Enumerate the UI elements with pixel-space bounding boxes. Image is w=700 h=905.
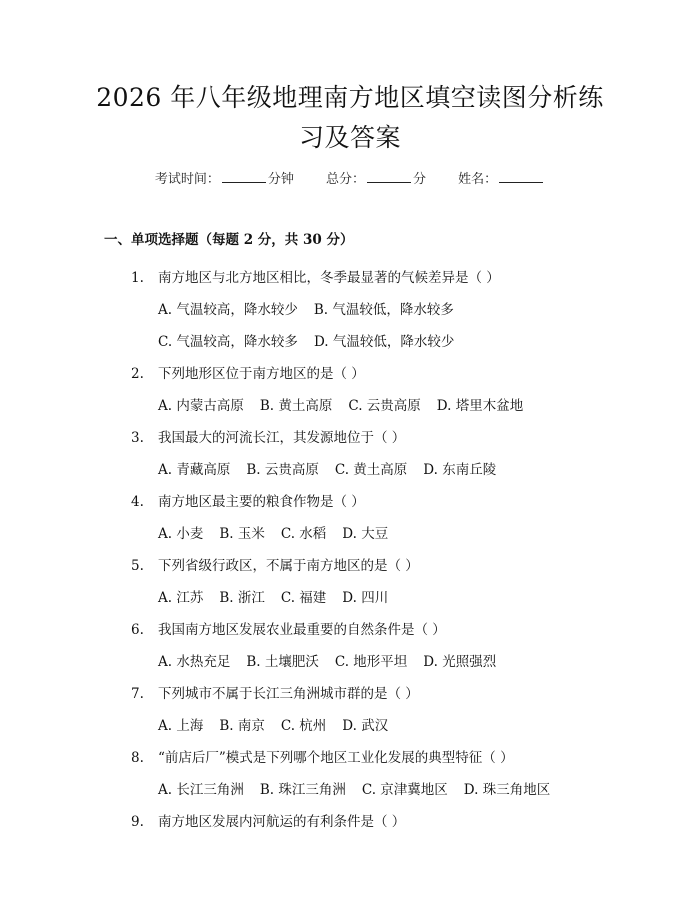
question-number: 5. xyxy=(131,558,144,574)
answer-option[interactable]: D. 大豆 xyxy=(342,526,389,542)
answer-option[interactable]: C. 杭州 xyxy=(280,718,327,734)
question-text: “前店后厂”模式是下列哪个地区工业化发展的典型特征（ ） xyxy=(158,750,514,766)
answer-option[interactable]: D. 珠三角地区 xyxy=(463,782,551,798)
option-row xyxy=(131,710,651,742)
time-unit: 分钟 xyxy=(267,172,294,187)
answer-option[interactable]: D. 四川 xyxy=(342,590,389,606)
option-row xyxy=(131,294,651,326)
question-4 xyxy=(131,486,651,518)
answer-option[interactable]: A. 内蒙古高原 xyxy=(158,398,244,414)
answer-option[interactable]: C. 京津冀地区 xyxy=(361,782,448,798)
answer-option[interactable]: C. 福建 xyxy=(280,590,327,606)
answer-option[interactable]: D. 光照强烈 xyxy=(423,654,497,670)
option-row xyxy=(131,390,651,422)
question-6 xyxy=(131,614,651,646)
question-text: 我国最大的河流长江，其发源地位于（ ） xyxy=(158,430,406,446)
question-number: 2. xyxy=(131,366,144,382)
answer-option[interactable]: A. 江苏 xyxy=(158,590,204,606)
answer-option[interactable]: B. 云贵高原 xyxy=(246,462,319,478)
answer-option[interactable]: C. 云贵高原 xyxy=(348,398,421,414)
answer-option[interactable]: C. 黄土高原 xyxy=(334,462,408,478)
title-line-2: 习及答案 xyxy=(298,123,401,152)
option-row xyxy=(131,518,651,550)
option-row xyxy=(131,774,651,806)
answer-option[interactable]: A. 水热充足 xyxy=(158,654,231,670)
question-5 xyxy=(131,550,651,582)
answer-option[interactable]: C. 地形平坦 xyxy=(334,654,408,670)
answer-option[interactable]: D. 武汉 xyxy=(342,718,389,734)
question-text: 下列省级行政区，不属于南方地区的是（ ） xyxy=(158,558,419,574)
score-unit: 分 xyxy=(413,172,427,187)
option-row xyxy=(131,582,651,614)
answer-option[interactable]: A. 气温较高，降水较少 xyxy=(158,302,298,318)
answer-option[interactable]: D. 气温较低，降水较少 xyxy=(313,334,455,350)
answer-option[interactable]: B. 玉米 xyxy=(219,526,265,542)
time-blank[interactable] xyxy=(222,170,266,183)
answer-option[interactable]: C. 气温较高，降水较多 xyxy=(158,334,298,350)
title-line-1: 2026 年八年级地理南方地区填空读图分析练 xyxy=(96,83,604,112)
question-text: 我国南方地区发展农业最重要的自然条件是（ ） xyxy=(158,622,446,638)
time-label: 考试时间： xyxy=(154,172,220,187)
question-9 xyxy=(131,806,651,838)
answer-option[interactable]: A. 小麦 xyxy=(158,526,204,542)
question-2 xyxy=(131,358,651,390)
question-text: 下列城市不属于长江三角洲城市群的是（ ） xyxy=(158,686,419,702)
option-row xyxy=(131,646,651,678)
answer-option[interactable]: A. 上海 xyxy=(158,718,204,734)
question-text: 南方地区最主要的粮食作物是（ ） xyxy=(158,494,365,510)
question-list xyxy=(131,262,651,838)
question-text: 下列地形区位于南方地区的是（ ） xyxy=(158,366,365,382)
answer-option[interactable]: B. 土壤肥沃 xyxy=(246,654,319,670)
answer-option[interactable]: B. 浙江 xyxy=(219,590,265,606)
name-field xyxy=(458,172,545,187)
option-row xyxy=(131,326,651,358)
question-number: 1. xyxy=(131,270,144,286)
answer-option[interactable]: B. 黄土高原 xyxy=(259,398,333,414)
name-blank[interactable] xyxy=(499,170,543,183)
question-text: 南方地区发展内河航运的有利条件是（ ） xyxy=(158,814,406,830)
answer-option[interactable]: B. 南京 xyxy=(219,718,265,734)
question-number: 4. xyxy=(131,494,144,510)
question-1 xyxy=(131,262,651,294)
question-number: 9. xyxy=(131,814,144,830)
score-blank[interactable] xyxy=(367,170,411,183)
question-number: 8. xyxy=(131,750,144,766)
answer-option[interactable]: D. 塔里木盆地 xyxy=(436,398,524,414)
question-8 xyxy=(131,742,651,774)
question-7 xyxy=(131,678,651,710)
answer-option[interactable]: A. 青藏高原 xyxy=(158,462,231,478)
answer-option[interactable]: B. 珠江三角洲 xyxy=(259,782,346,798)
answer-option[interactable]: B. 气温较低，降水较多 xyxy=(313,302,454,318)
question-3 xyxy=(131,422,651,454)
time-field xyxy=(155,172,298,187)
question-text: 南方地区与北方地区相比，冬季最显著的气候差异是（ ） xyxy=(158,270,500,286)
question-number: 3. xyxy=(131,430,144,446)
name-label: 姓名： xyxy=(458,172,498,187)
question-number: 6. xyxy=(131,622,144,638)
page-title xyxy=(0,78,700,158)
question-number: 7. xyxy=(131,686,144,702)
answer-option[interactable]: D. 东南丘陵 xyxy=(423,462,497,478)
exam-meta xyxy=(0,168,700,187)
section-heading: 一、单项选择题（每题 2 分，共 30 分） xyxy=(104,232,354,248)
score-label: 总分： xyxy=(325,172,365,187)
option-row xyxy=(131,454,651,486)
answer-option[interactable]: C. 水稻 xyxy=(280,526,327,542)
score-field xyxy=(326,172,430,187)
answer-option[interactable]: A. 长江三角洲 xyxy=(158,782,244,798)
